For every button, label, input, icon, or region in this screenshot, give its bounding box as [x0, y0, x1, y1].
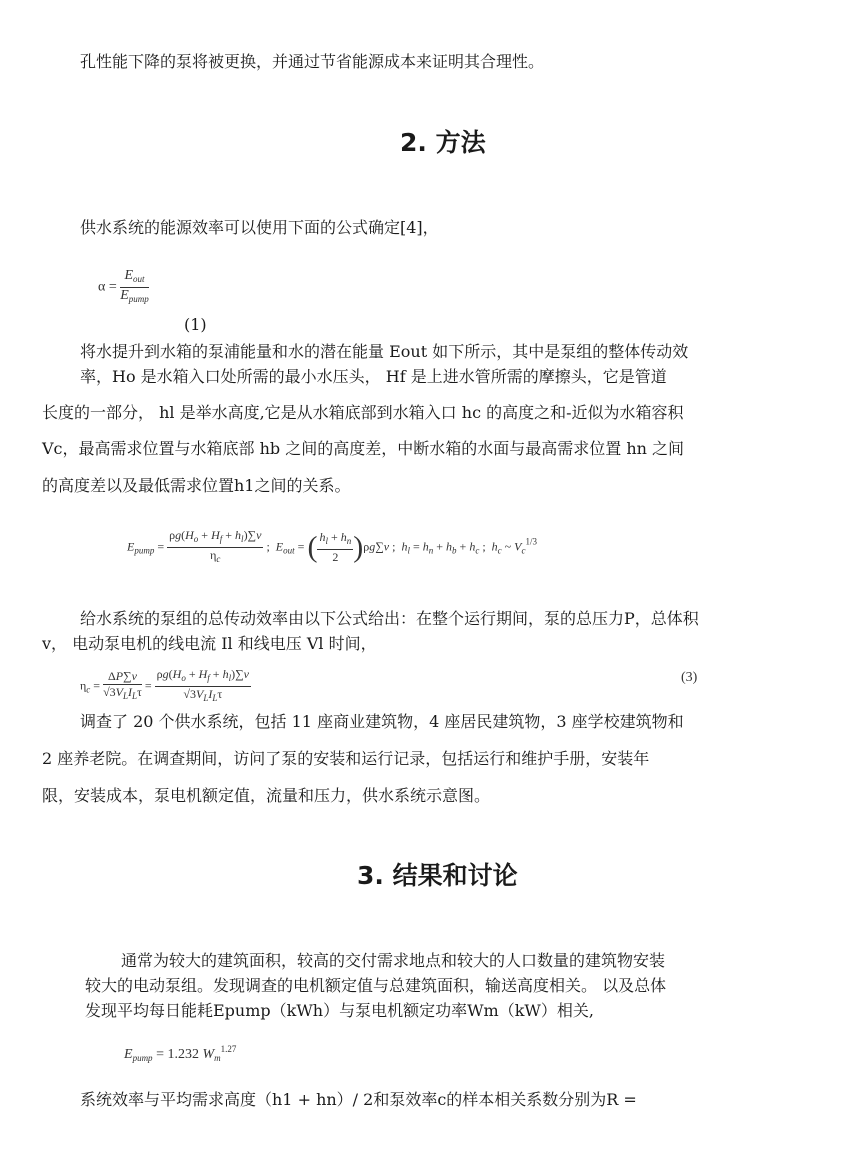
section-heading-methods: 2. 方法 — [400, 128, 486, 157]
paragraph-line: Vc，最高需求位置与水箱底部 hb 之间的高度差，中断水箱的水面与最高需求位置 hn 之间 — [42, 439, 685, 458]
paragraph-line: 通常为较大的建筑面积，较高的交付需求地点和较大的人口数量的建筑物安装 — [121, 951, 666, 970]
paragraph-line: 将水提升到水箱的泵浦能量和水的潜在能量 Eout 如下所示，其中是泵组的整体传动效 — [80, 342, 689, 361]
paragraph-line: 孔性能下降的泵将被更换，并通过节省能源成本来证明其合理性。 — [80, 52, 545, 71]
paragraph-line: 2 座养老院。在调查期间，访问了泵的安装和运行记录，包括运行和维护手册，安装年 — [42, 749, 650, 768]
paragraph-line: 供水系统的能源效率可以使用下面的公式确定[4]， — [80, 218, 439, 237]
paragraph-line: 限，安装成本，泵电机额定值，流量和压力，供水系统示意图。 — [42, 786, 491, 805]
paragraph-line: 系统效率与平均需求高度（h1 + hn）/ 2和泵效率c的样本相关系数分别为R = — [80, 1090, 637, 1109]
paragraph-line: 较大的电动泵组。发现调查的电机额定值与总建筑面积，输送高度相关。 以及总体 — [85, 976, 667, 995]
paragraph-line: 调查了 20 个供水系统，包括 11 座商业建筑物，4 座居民建筑物，3 座学校建筑物和 — [80, 712, 684, 731]
paragraph-line: 给水系统的泵组的总传动效率由以下公式给出：在整个运行期间，泵的总压力P，总体积 — [80, 609, 699, 628]
paragraph-line: v， 电动泵电机的线电流 Il 和线电压 Vl 时间， — [42, 634, 377, 653]
paragraph-line: 率，Ho 是水箱入口处所需的最小水压头， Hf 是上进水管所需的摩擦头，它是管道 — [80, 367, 667, 386]
equation-3-label: (3) — [681, 670, 698, 685]
section-heading-results: 3. 结果和讨论 — [357, 861, 518, 890]
equation-1: α = $\frac{E_{out}}{E_{pump}}$ — [98, 268, 149, 304]
equation-4: $E_{pump} = 1.232$ $W_m^{1.27}$ — [124, 1044, 237, 1063]
paragraph-line: 发现平均每日能耗Epump（kWh）与泵电机额定功率Wm（kW）相关, — [85, 1001, 594, 1020]
equation-4-coefficient: 1.232 — [167, 1047, 199, 1062]
paragraph-line: 长度的一部分， hl 是举水高度,它是从水箱底部到水箱入口 hc 的高度之和-近似为水箱容积 — [42, 403, 684, 422]
equation-4-exponent: 1.27 — [220, 1044, 237, 1054]
equation-2: $E_{pump}$ = $\frac{\rho g(H_o + H_f + h_l)\sum v}{\eta_c}$ ; $E_{out}$ = ( $\frac{h_l + h_n}{2}$ )ρg∑v ; $h_l = h_n + h_b + h_c$ ; $h_c$ ~ $V_c^{1/3}$ — [127, 528, 538, 564]
equation-1-label: (1) — [184, 315, 207, 334]
equation-3: $\eta_c$ = $\frac{\Delta P\sum v}{√3V_LI_L\tau}$ = $\frac{\rho g(H_o + H_f + h_l)\sum v}{√3V_LI_L\tau}$ — [80, 667, 249, 703]
paragraph-line: 的高度差以及最低需求位置h1之间的关系。 — [42, 476, 351, 495]
